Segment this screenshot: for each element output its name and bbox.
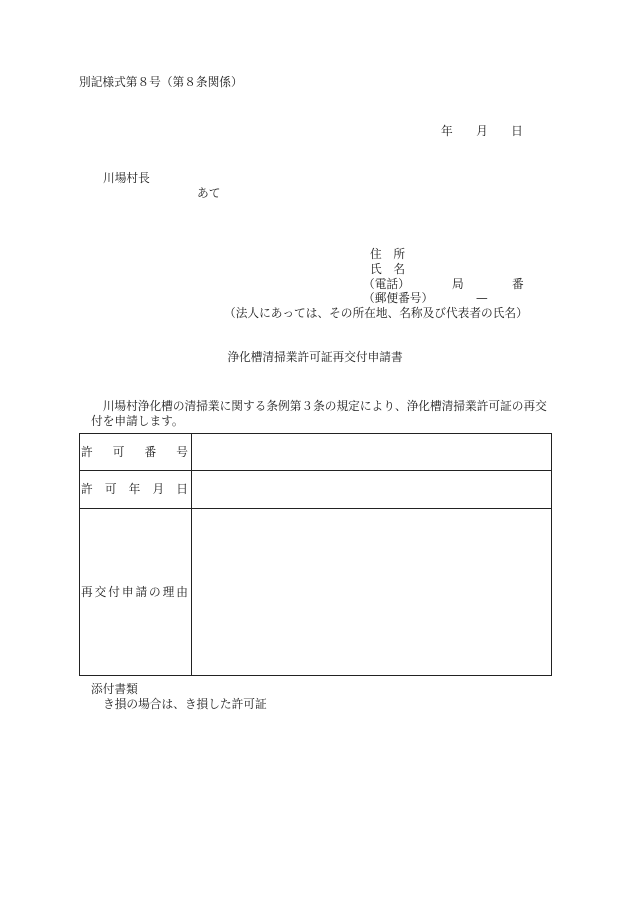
label-char: 理: [162, 584, 175, 599]
application-table: [79, 433, 552, 676]
permit-number-label: [81, 445, 188, 460]
address-label: 住 所: [370, 247, 406, 261]
reissue-reason-value: [192, 509, 552, 676]
label-char: 許: [81, 482, 93, 496]
label-char: 可: [112, 444, 125, 459]
name-label: 氏 名: [370, 262, 406, 276]
permit-date-label: [81, 482, 188, 497]
reissue-reason-label: [81, 585, 188, 600]
label-char: 号: [176, 444, 188, 459]
label-char: 交: [94, 584, 107, 599]
attachment-item: き損の場合は、き損した許可証: [103, 697, 267, 711]
reissue-reason-label-cell: [80, 509, 192, 676]
label-char: 許: [81, 444, 93, 459]
phone-label: （電話）: [363, 277, 410, 291]
label-char: 請: [135, 584, 148, 599]
label-char: の: [149, 584, 161, 599]
application-statement: 川場村浄化槽の清掃業に関する条例第３条の規定により、浄化槽清掃業許可証の再交付を申請します。: [91, 399, 547, 428]
form-number: 別記様式第８号（第８条関係）: [79, 75, 243, 89]
addressee-name: 川場村長: [103, 171, 150, 185]
table-row-permit-number: [80, 434, 552, 471]
phone-exchange-label: 局: [452, 277, 464, 291]
attachments-heading: 添付書類: [91, 682, 138, 696]
permit-number-label-cell: [80, 434, 192, 471]
table-row-reissue-reason: [80, 509, 552, 676]
permit-date-label-cell: [80, 471, 192, 509]
label-char: 月: [152, 482, 165, 496]
label-char: 再: [81, 584, 93, 599]
label-char: 番: [144, 444, 157, 459]
label-char: 付: [108, 584, 120, 599]
table-row-permit-date: [80, 471, 552, 509]
postal-separator: —: [476, 291, 488, 305]
label-char: 申: [121, 584, 134, 599]
label-char: 年: [128, 482, 141, 496]
permit-date-value: [192, 471, 552, 509]
label-char: 可: [104, 482, 117, 496]
label-char: 日: [176, 482, 188, 496]
date-line: 年 月 日: [441, 124, 523, 138]
permit-number-value: [192, 434, 552, 471]
label-char: 由: [176, 584, 188, 599]
phone-number-label: 番: [512, 277, 524, 291]
postal-label: （郵便番号）: [363, 291, 434, 305]
addressee-suffix: あて: [197, 186, 221, 200]
document-title: 浄化槽清掃業許可証再交付申請書: [227, 350, 403, 364]
corporate-note: （法人にあっては、その所在地、名称及び代表者の氏名）: [224, 306, 528, 320]
